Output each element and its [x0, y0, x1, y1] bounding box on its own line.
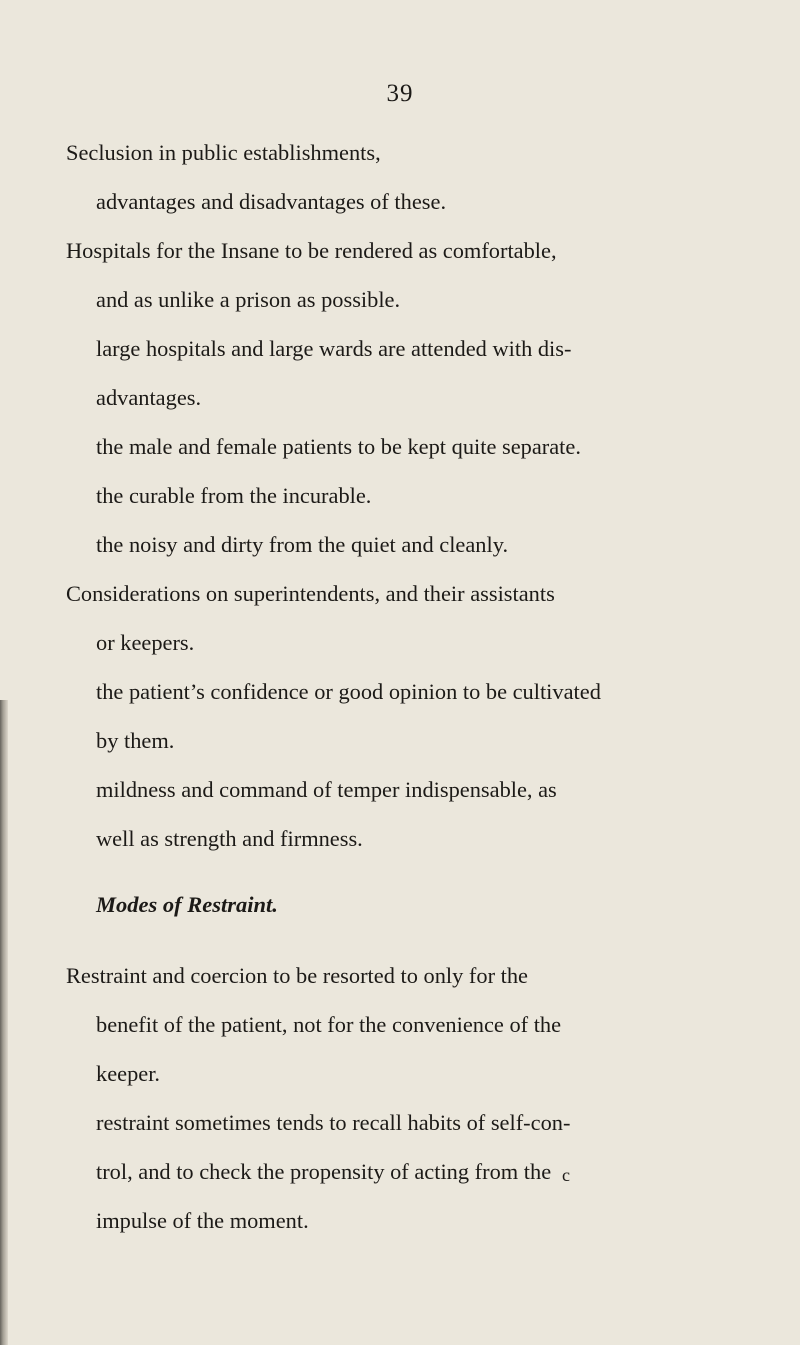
text-line: advantages and disadvantages of these.: [96, 189, 447, 214]
text-line: mildness and command of temper indispensable, as: [96, 777, 557, 802]
text-line: Seclusion in public establishments,: [66, 140, 381, 165]
text-line: by them.: [96, 728, 175, 753]
text-line: the noisy and dirty from the quiet and cleanly.: [96, 532, 509, 557]
text-line: well as strength and firmness.: [96, 826, 363, 851]
text-line: Considerations on superintendents, and their assistants: [66, 581, 555, 606]
section-text-line: trol, and to check the propensity of acting from the: [96, 1159, 552, 1184]
section-heading: Modes of Restraint.: [96, 892, 278, 917]
text-line: the male and female patients to be kept quite separate.: [96, 434, 581, 459]
text-line: the patient’s confidence or good opinion to be cultivated: [96, 679, 601, 704]
page-number: 39: [386, 80, 414, 107]
text-line: Hospitals for the Insane to be rendered as comfortable,: [66, 238, 557, 263]
signature-mark: c: [562, 1165, 570, 1185]
text-line: large hospitals and large wards are attended with dis-: [96, 336, 572, 361]
section-text-line: keeper.: [96, 1061, 161, 1086]
text-line: the curable from the incurable.: [96, 483, 372, 508]
text-line: or keepers.: [96, 630, 195, 655]
text-line: advantages.: [96, 385, 202, 410]
section-text-line: restraint sometimes tends to recall habits of self-con-: [96, 1110, 571, 1135]
section-text-line: Restraint and coercion to be resorted to only for the: [66, 963, 528, 988]
text-line: and as unlike a prison as possible.: [96, 287, 401, 312]
section-text-line: benefit of the patient, not for the convenience of the: [96, 1012, 562, 1037]
section-text-line: impulse of the moment.: [96, 1208, 309, 1233]
page-edge-shadow: [0, 700, 8, 1345]
